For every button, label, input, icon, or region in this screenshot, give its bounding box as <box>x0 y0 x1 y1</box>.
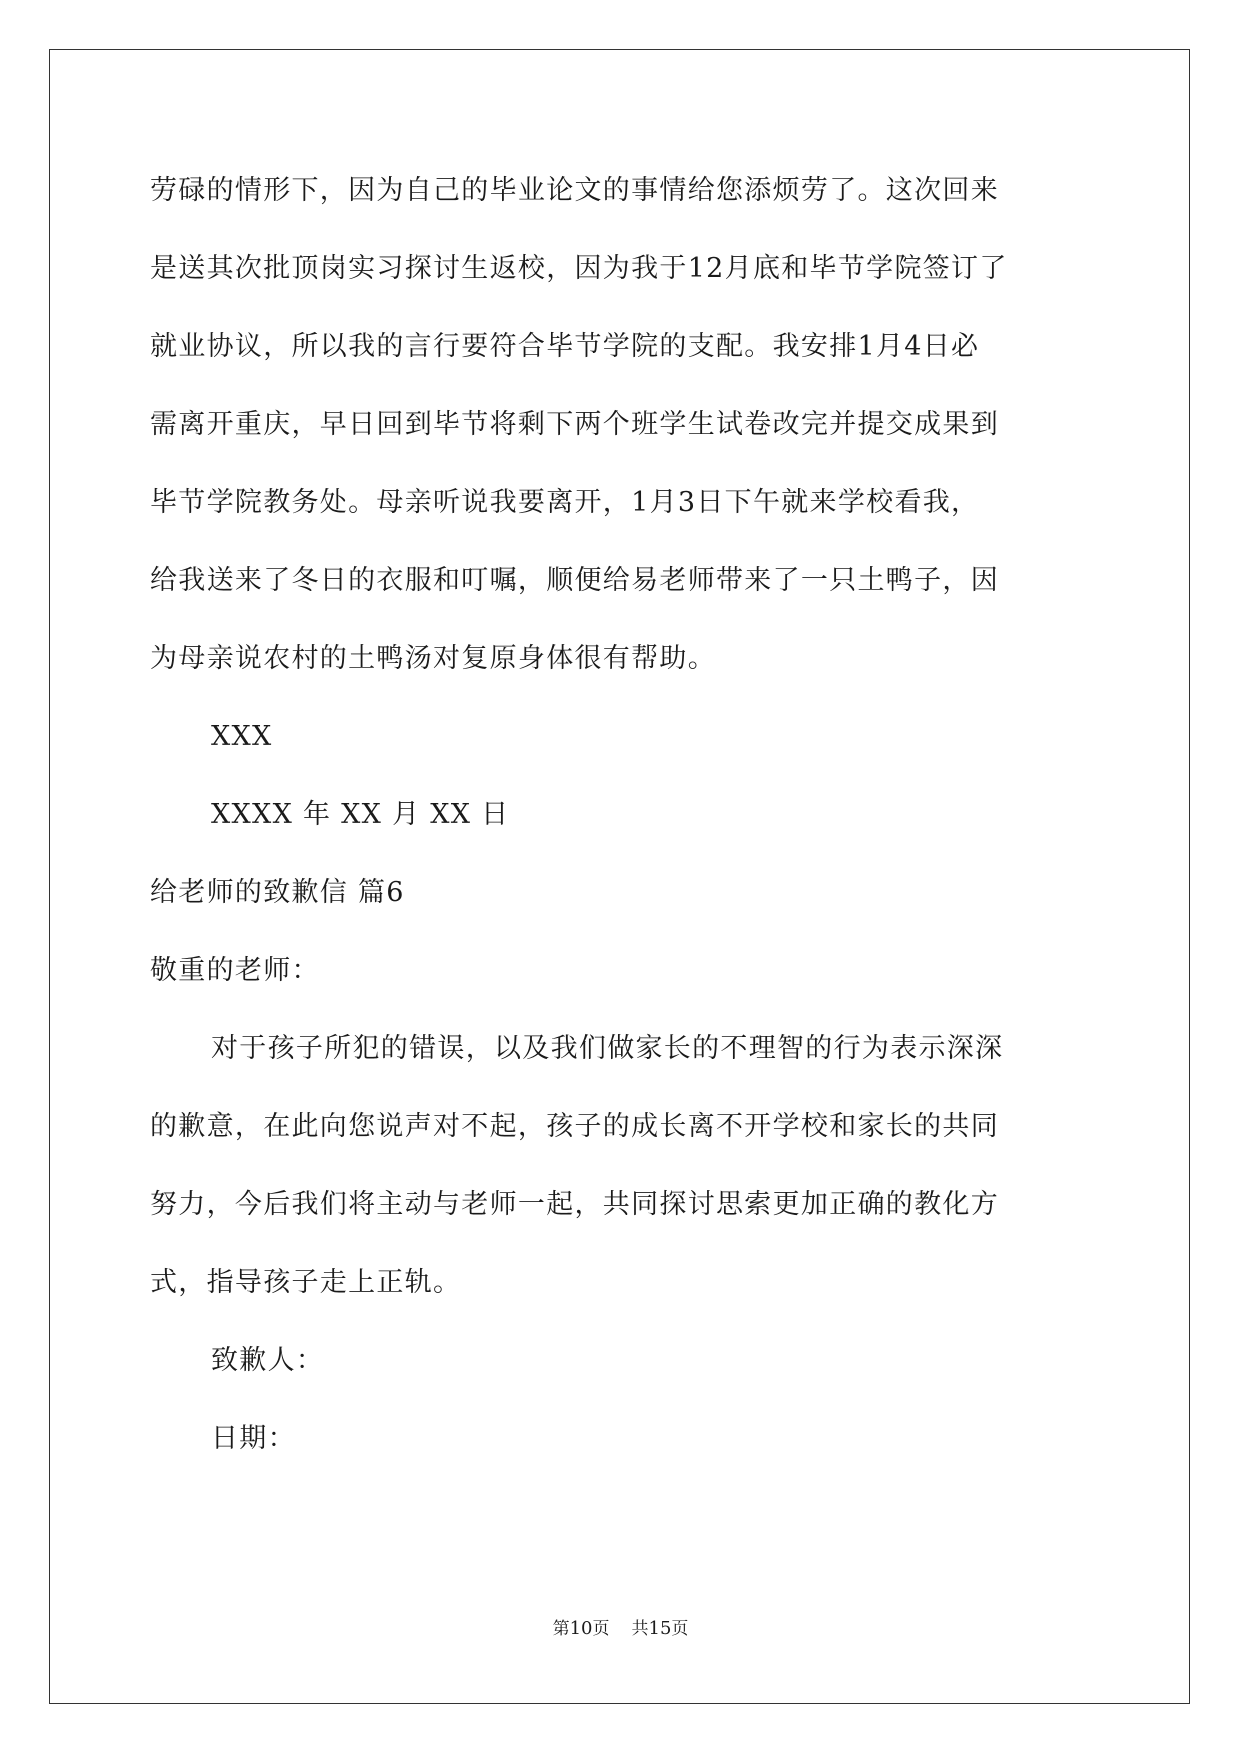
page-footer <box>0 1617 1241 1641</box>
signature: XXX <box>211 721 273 752</box>
date-label: 日期： <box>211 1423 296 1454</box>
page-number: 10 <box>569 1618 593 1639</box>
letter-date: XXXX 年 XX 月 XX 日 <box>211 799 510 830</box>
total-pages: 15 <box>648 1618 672 1639</box>
paragraph-line: 的歉意，在此向您说声对不起，孩子的成长离不开学校和家长的共同 <box>150 1111 999 1142</box>
paragraph-line: 需离开重庆，早日回到毕节将剩下两个班学生试卷改完并提交成果到 <box>150 409 999 440</box>
paragraph-line: 努力，今后我们将主动与老师一起，共同探讨思索更加正确的教化方 <box>150 1189 999 1220</box>
section-title: 给老师的致歉信 篇6 <box>150 877 405 908</box>
total-suffix: 页 <box>671 1619 689 1639</box>
paragraph-line: 为母亲说农村的土鸭汤对复原身体很有帮助。 <box>150 643 716 674</box>
total-prefix: 共 <box>631 1619 649 1639</box>
paragraph-line: 是送其次批顶岗实习探讨生返校，因为我于12月底和毕节学院签订了 <box>150 253 1008 284</box>
paragraph-line: 就业协议，所以我的言行要符合毕节学院的支配。我安排1月4日必 <box>150 331 980 362</box>
apologizer-label: 致歉人： <box>211 1345 325 1376</box>
page-prefix: 第 <box>552 1619 570 1639</box>
paragraph-line: 劳碌的情形下，因为自己的毕业论文的事情给您添烦劳了。这次回来 <box>150 175 999 206</box>
paragraph-line: 式，指导孩子走上正轨。 <box>150 1267 462 1298</box>
salutation: 敬重的老师： <box>150 955 320 986</box>
paragraph-line: 毕节学院教务处。母亲听说我要离开，1月3日下午就来学校看我， <box>150 487 980 518</box>
paragraph-line: 对于孩子所犯的错误，以及我们做家长的不理智的行为表示深深 <box>211 1033 1004 1064</box>
page-suffix: 页 <box>592 1619 610 1639</box>
paragraph-line: 给我送来了冬日的衣服和叮嘱，顺便给易老师带来了一只土鸭子，因 <box>150 565 999 596</box>
